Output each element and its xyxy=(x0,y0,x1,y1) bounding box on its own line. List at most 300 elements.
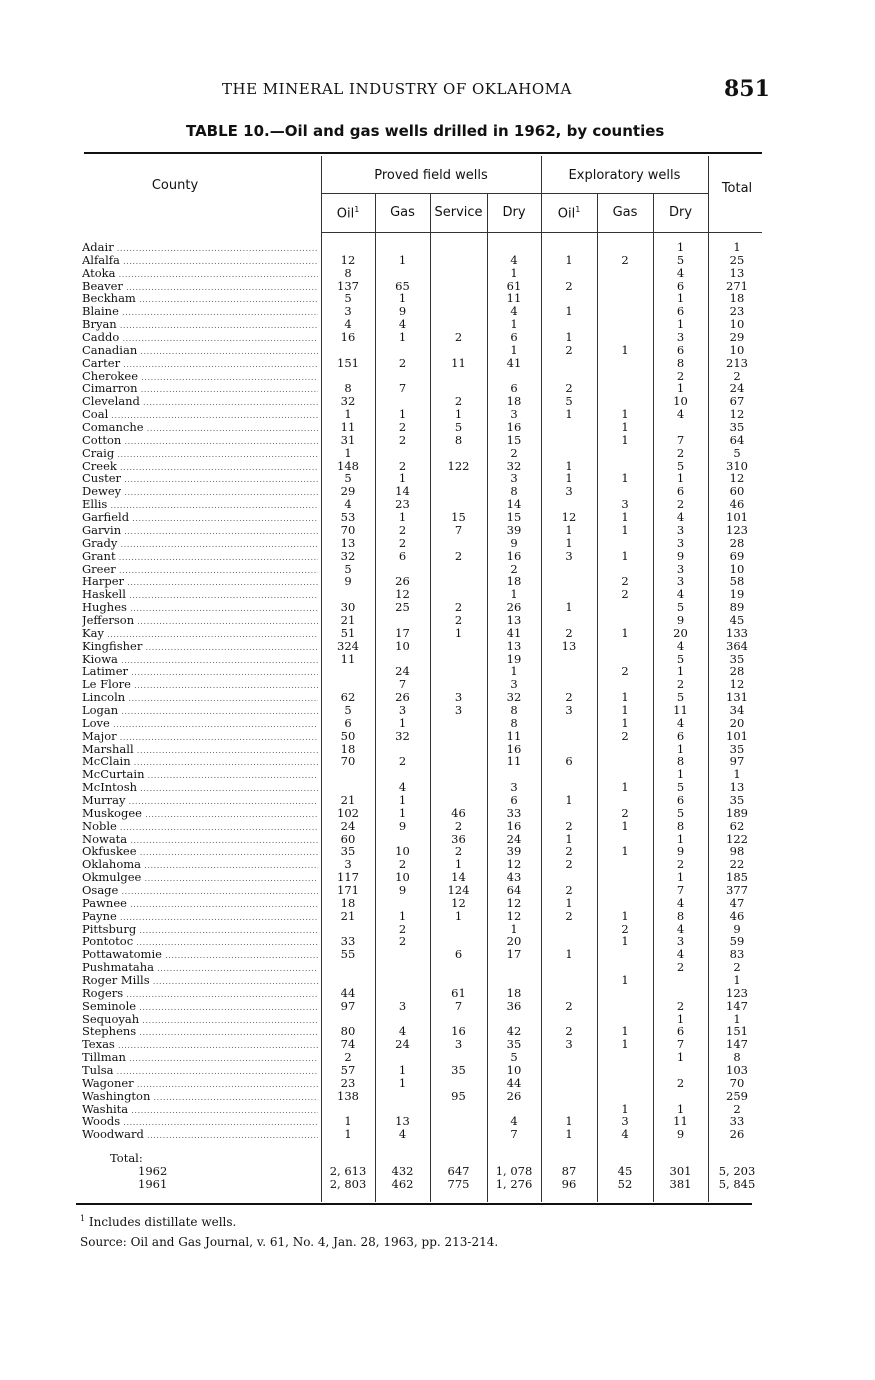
table-row xyxy=(0,241,875,254)
table-row xyxy=(0,640,875,653)
table-cell: 7 xyxy=(454,998,463,1013)
table-cell: 13 xyxy=(729,780,745,795)
table-cell: 64 xyxy=(506,883,522,897)
county-name: Roger Mills ..... xyxy=(82,974,318,989)
table-cell: 2 xyxy=(676,998,685,1013)
table-cell: 25 xyxy=(395,600,410,615)
table-row xyxy=(0,948,875,961)
table-cell: 16 xyxy=(340,330,356,345)
table-cell: 3 xyxy=(510,677,518,692)
totals-cell: 462 xyxy=(391,1177,414,1191)
table-cell: 6 xyxy=(676,278,685,293)
county-name: Tulsa ..... xyxy=(82,1064,318,1079)
table-cell: 4 xyxy=(510,1114,518,1129)
table-cell: 1 xyxy=(510,587,518,602)
county-name: Dewey ..... xyxy=(82,485,318,500)
county-name: Pawnee ..... xyxy=(82,897,318,912)
group-underline-proved xyxy=(321,193,541,194)
table-top-rule xyxy=(84,152,762,154)
table-cell: 1 xyxy=(398,252,407,267)
table-cell: 1 xyxy=(510,342,518,357)
table-cell: 7 xyxy=(510,1127,518,1142)
table-cell: 6 xyxy=(676,484,685,499)
table-cell: 32 xyxy=(506,458,522,473)
table-cell: 2 xyxy=(621,728,629,743)
table-cell: 1 xyxy=(344,1114,352,1129)
table-cell: 15 xyxy=(506,510,522,525)
table-cell: 1 xyxy=(621,934,629,949)
table-cell: 2 xyxy=(398,420,407,435)
table-cell: 44 xyxy=(506,1075,522,1090)
table-cell: 1 xyxy=(398,1075,407,1090)
table-row xyxy=(0,254,875,267)
table-cell: 19 xyxy=(506,651,522,666)
table-cell: 18 xyxy=(506,985,522,1000)
table-cell: 12 xyxy=(729,677,745,692)
table-cell: 9 xyxy=(398,883,407,897)
table-cell: 46 xyxy=(729,908,745,923)
table-cell: 95 xyxy=(451,1088,466,1103)
table-cell: 1 xyxy=(565,895,573,910)
table-cell: 1 xyxy=(454,407,463,422)
table-cell: 10 xyxy=(729,317,745,332)
table-cell: 97 xyxy=(340,998,356,1013)
col-header-total: Total xyxy=(721,181,753,196)
table-cell: 1 xyxy=(621,973,629,988)
table-cell: 1 xyxy=(454,857,463,872)
totals-year: 1962 xyxy=(138,1164,168,1178)
table-cell: 1 xyxy=(398,510,407,525)
table-cell: 10 xyxy=(673,394,688,409)
table-cell: 6 xyxy=(676,304,685,319)
table-cell: 3 xyxy=(676,934,685,949)
table-cell: 35 xyxy=(729,651,745,666)
table-cell: 2 xyxy=(565,883,573,897)
table-cell: 1 xyxy=(621,715,629,730)
table-cell: 34 xyxy=(729,702,745,717)
table-cell: 2 xyxy=(398,857,407,872)
table-cell: 55 xyxy=(340,947,356,962)
table-cell: 3 xyxy=(565,548,573,563)
table-cell: 1 xyxy=(621,342,629,357)
table-cell: 5 xyxy=(676,600,685,615)
table-row xyxy=(0,987,875,1000)
table-row xyxy=(0,331,875,344)
table-title: TABLE 10.—Oil and gas wells drilled in 1962, by counties xyxy=(186,122,665,140)
table-cell: 213 xyxy=(726,355,748,370)
table-cell: 16 xyxy=(506,741,522,756)
table-cell: 364 xyxy=(726,638,748,653)
table-cell: 4 xyxy=(510,252,518,267)
table-cell: 8 xyxy=(510,484,518,499)
table-cell: 1 xyxy=(733,973,741,988)
table-row xyxy=(0,820,875,833)
totals-cell: 381 xyxy=(669,1177,692,1191)
table-cell: 7 xyxy=(454,522,463,537)
table-cell: 60 xyxy=(340,831,356,846)
table-cell: 29 xyxy=(729,330,745,345)
table-cell: 1 xyxy=(510,317,518,332)
table-cell: 7 xyxy=(676,1037,685,1052)
table-cell: 3 xyxy=(676,522,685,537)
table-cell: 1 xyxy=(621,510,629,525)
totals-label: Total: xyxy=(110,1151,143,1165)
table-cell: 271 xyxy=(726,278,748,293)
table-cell: 2 xyxy=(676,1075,685,1090)
county-name: Oklahoma ..... xyxy=(82,858,318,873)
table-cell: 11 xyxy=(340,420,356,435)
table-cell: 8 xyxy=(454,432,463,447)
table-cell: 50 xyxy=(340,728,356,743)
col-group-proved: Proved field wells xyxy=(374,168,488,183)
table-cell: 1 xyxy=(398,792,407,807)
table-cell: 42 xyxy=(506,1024,522,1039)
totals-cell: 647 xyxy=(447,1164,470,1178)
table-cell: 23 xyxy=(340,1075,356,1090)
county-name: Hughes ..... xyxy=(82,601,318,616)
table-cell: 41 xyxy=(506,625,522,640)
table-cell: 3 xyxy=(676,535,685,550)
table-cell: 24 xyxy=(506,831,522,846)
table-row xyxy=(0,897,875,910)
table-cell: 8 xyxy=(676,355,685,370)
col-header-exploratory-dry: Dry xyxy=(668,205,693,220)
county-name: Noble ..... xyxy=(82,820,318,835)
table-row xyxy=(0,601,875,614)
table-cell: 12 xyxy=(506,908,522,923)
county-name: Custer ..... xyxy=(82,472,318,487)
table-cell: 2 xyxy=(510,445,518,460)
table-cell: 1 xyxy=(454,908,463,923)
table-cell: 2 xyxy=(621,921,629,936)
table-cell: 8 xyxy=(676,908,685,923)
table-cell: 377 xyxy=(726,883,748,897)
table-row xyxy=(0,1128,875,1141)
table-cell: 2 xyxy=(398,754,407,769)
table-row xyxy=(0,910,875,923)
table-row xyxy=(0,1000,875,1013)
table-cell: 7 xyxy=(398,381,407,396)
table-cell: 2 xyxy=(565,381,573,396)
table-cell: 4 xyxy=(398,317,407,332)
table-cell: 1 xyxy=(398,908,407,923)
table-cell: 15 xyxy=(451,510,466,525)
county-name: Greer ..... xyxy=(82,563,318,578)
table-cell: 8 xyxy=(344,265,352,280)
table-cell: 12 xyxy=(506,895,522,910)
table-cell: 18 xyxy=(729,291,745,306)
table-cell: 35 xyxy=(729,741,745,756)
table-cell: 1 xyxy=(676,471,685,486)
table-cell: 6 xyxy=(565,754,573,769)
table-cell: 1 xyxy=(398,291,407,306)
table-cell: 2 xyxy=(565,690,573,705)
table-cell: 117 xyxy=(337,870,359,885)
table-cell: 138 xyxy=(337,1088,359,1103)
table-cell: 11 xyxy=(506,291,522,306)
table-cell: 35 xyxy=(729,792,745,807)
table-cell: 16 xyxy=(451,1024,466,1039)
table-cell: 33 xyxy=(729,1114,745,1129)
table-cell: 2 xyxy=(621,664,629,679)
table-cell: 8 xyxy=(733,1050,741,1065)
table-cell: 151 xyxy=(726,1024,748,1039)
table-cell: 5 xyxy=(676,690,685,705)
county-name: Coal ..... xyxy=(82,408,318,423)
table-cell: 5 xyxy=(676,651,685,666)
table-cell: 41 xyxy=(506,355,522,370)
county-name: Jefferson ..... xyxy=(82,614,318,629)
county-name: Lincoln ..... xyxy=(82,691,318,706)
table-cell: 189 xyxy=(726,805,748,820)
table-cell: 13 xyxy=(561,638,577,653)
table-cell: 10 xyxy=(395,870,410,885)
totals-cell: 87 xyxy=(561,1164,577,1178)
table-cell: 1 xyxy=(676,767,685,782)
table-cell: 97 xyxy=(729,754,745,769)
table-cell: 3 xyxy=(398,702,407,717)
table-cell: 9 xyxy=(733,921,741,936)
county-name: Cherokee ..... xyxy=(82,370,318,385)
table-cell: 2 xyxy=(676,857,685,872)
table-cell: 3 xyxy=(565,702,573,717)
table-cell: 9 xyxy=(510,535,518,550)
county-name: Murray ..... xyxy=(82,794,318,809)
table-cell: 7 xyxy=(676,883,685,897)
table-cell: 1 xyxy=(676,1011,685,1026)
table-cell: 2 xyxy=(454,548,463,563)
table-cell: 18 xyxy=(506,574,522,589)
table-cell: 70 xyxy=(729,1075,745,1090)
table-cell: 3 xyxy=(398,998,407,1013)
table-cell: 28 xyxy=(729,664,745,679)
table-cell: 2 xyxy=(565,998,573,1013)
table-cell: 2 xyxy=(454,600,463,615)
table-cell: 62 xyxy=(340,690,356,705)
table-row xyxy=(0,704,875,717)
table-cell: 51 xyxy=(340,625,356,640)
table-cell: 2 xyxy=(621,252,629,267)
table-cell: 12 xyxy=(561,510,577,525)
county-name: Cotton ..... xyxy=(82,434,318,449)
totals-cell: 96 xyxy=(561,1177,577,1191)
table-cell: 3 xyxy=(454,690,463,705)
table-cell: 69 xyxy=(729,548,745,563)
table-row xyxy=(0,357,875,370)
table-cell: 13 xyxy=(506,612,522,627)
table-cell: 21 xyxy=(340,612,356,627)
table-cell: 16 xyxy=(506,548,522,563)
table-cell: 21 xyxy=(340,792,356,807)
table-cell: 310 xyxy=(726,458,748,473)
table-cell: 11 xyxy=(673,702,688,717)
table-cell: 1 xyxy=(510,921,518,936)
table-cell: 1 xyxy=(398,715,407,730)
table-cell: 2 xyxy=(565,844,573,859)
table-cell: 1 xyxy=(621,908,629,923)
county-name: Wagoner ..... xyxy=(82,1077,318,1092)
table-cell: 148 xyxy=(337,458,359,473)
table-cell: 124 xyxy=(447,883,470,897)
county-name: Okmulgee ..... xyxy=(82,871,318,886)
table-cell: 2 xyxy=(398,458,407,473)
table-cell: 7 xyxy=(398,677,407,692)
table-cell: 1 xyxy=(344,407,352,422)
county-name: Craig ..... xyxy=(82,447,318,462)
county-name: Love ..... xyxy=(82,717,318,732)
table-cell: 16 xyxy=(506,818,522,833)
table-cell: 1 xyxy=(733,240,741,254)
county-name: Stephens ..... xyxy=(82,1025,318,1040)
table-cell: 24 xyxy=(340,818,356,833)
table-cell: 2 xyxy=(565,1024,573,1039)
county-name: Haskell ..... xyxy=(82,588,318,603)
table-cell: 7 xyxy=(676,432,685,447)
table-cell: 1 xyxy=(454,625,463,640)
table-cell: 4 xyxy=(676,407,685,422)
table-cell: 2 xyxy=(621,805,629,820)
table-row xyxy=(0,807,875,820)
table-cell: 11 xyxy=(506,754,522,769)
table-row xyxy=(0,550,875,563)
table-cell: 101 xyxy=(726,728,748,743)
table-cell: 3 xyxy=(565,1037,573,1052)
table-cell: 5 xyxy=(676,252,685,267)
table-cell: 2 xyxy=(733,960,741,975)
table-cell: 1 xyxy=(676,831,685,846)
county-name: Le Flore ..... xyxy=(82,678,318,693)
table-cell: 5 xyxy=(676,780,685,795)
table-cell: 5 xyxy=(565,394,573,409)
table-cell: 1 xyxy=(621,407,629,422)
totals-cell: 1, 276 xyxy=(495,1177,533,1191)
table-cell: 22 xyxy=(729,857,745,872)
table-cell: 33 xyxy=(340,934,356,949)
table-cell: 26 xyxy=(395,574,410,589)
table-cell: 2 xyxy=(398,921,407,936)
col-header-county: County xyxy=(151,178,199,193)
table-cell: 3 xyxy=(344,857,352,872)
table-cell: 61 xyxy=(451,985,466,1000)
county-name: Nowata ..... xyxy=(82,833,318,848)
table-cell: 3 xyxy=(510,407,518,422)
county-name: Marshall ..... xyxy=(82,743,318,758)
table-row xyxy=(0,1077,875,1090)
table-cell: 24 xyxy=(395,664,410,679)
county-name: Kay ..... xyxy=(82,627,318,642)
col-header-proved-service: Service xyxy=(434,205,483,220)
table-cell: 1 xyxy=(565,407,573,422)
table-cell: 1 xyxy=(398,1063,407,1078)
table-cell: 10 xyxy=(729,561,745,576)
table-cell: 13 xyxy=(729,265,745,280)
totals-cell: 301 xyxy=(669,1164,692,1178)
table-cell: 18 xyxy=(340,895,356,910)
table-cell: 1 xyxy=(676,381,685,396)
table-cell: 2 xyxy=(398,934,407,949)
table-cell: 2 xyxy=(398,355,407,370)
table-cell: 1 xyxy=(676,870,685,885)
col-header-proved-dry: Dry xyxy=(502,205,526,220)
table-cell: 2 xyxy=(454,330,463,345)
county-name: Garvin ..... xyxy=(82,524,318,539)
table-cell: 13 xyxy=(340,535,356,550)
table-cell: 8 xyxy=(344,381,352,396)
table-cell: 30 xyxy=(340,600,356,615)
table-cell: 102 xyxy=(337,805,359,820)
table-cell: 60 xyxy=(729,484,745,499)
county-name: Okfuskee ..... xyxy=(82,845,318,860)
table-row xyxy=(0,717,875,730)
table-cell: 43 xyxy=(506,870,522,885)
table-cell: 32 xyxy=(340,394,356,409)
table-cell: 2 xyxy=(565,908,573,923)
col-group-exploratory: Exploratory wells xyxy=(568,168,681,183)
page-header xyxy=(0,78,875,104)
table-cell: 80 xyxy=(340,1024,356,1039)
table-row xyxy=(0,537,875,550)
county-name: Ellis ..... xyxy=(82,498,318,513)
table-cell: 1 xyxy=(565,458,573,473)
table-cell: 3 xyxy=(510,780,518,795)
table-cell: 2 xyxy=(676,497,685,512)
table-cell: 44 xyxy=(340,985,356,1000)
table-cell: 4 xyxy=(676,947,685,962)
table-cell: 67 xyxy=(729,394,745,409)
totals-cell: 2, 803 xyxy=(329,1177,367,1191)
county-name: Cimarron ..... xyxy=(82,382,318,397)
county-name: Atoka ..... xyxy=(82,267,318,282)
table-cell: 35 xyxy=(506,1037,522,1052)
table-cell: 3 xyxy=(621,1114,629,1129)
table-cell: 3 xyxy=(510,471,518,486)
table-cell: 64 xyxy=(729,432,745,447)
col-header-exploratory-gas: Gas xyxy=(612,205,638,220)
table-cell: 1 xyxy=(510,265,518,280)
totals-cell: 2, 613 xyxy=(329,1164,367,1178)
table-cell: 12 xyxy=(729,471,745,486)
county-name: Osage ..... xyxy=(82,884,318,899)
table-cell: 46 xyxy=(451,805,466,820)
group-underline-exploratory xyxy=(541,193,708,194)
table-cell: 123 xyxy=(726,522,748,537)
table-cell: 28 xyxy=(729,535,745,550)
table-cell: 12 xyxy=(451,895,466,910)
county-name: Adair ..... xyxy=(82,241,318,256)
table-cell: 1 xyxy=(676,291,685,306)
table-cell: 1 xyxy=(621,780,629,795)
table-cell: 9 xyxy=(676,1127,685,1142)
table-cell: 2 xyxy=(621,587,629,602)
county-name: Woods ..... xyxy=(82,1115,318,1130)
table-cell: 32 xyxy=(506,690,522,705)
table-cell: 2 xyxy=(454,844,463,859)
table-cell: 1 xyxy=(676,1050,685,1065)
table-cell: 2 xyxy=(510,561,518,576)
table-cell: 33 xyxy=(506,805,522,820)
table-cell: 26 xyxy=(506,600,522,615)
table-row xyxy=(0,1090,875,1103)
table-cell: 4 xyxy=(510,304,518,319)
table-cell: 35 xyxy=(340,844,356,859)
table-cell: 4 xyxy=(621,1127,629,1142)
county-name: Canadian ..... xyxy=(82,344,318,359)
table-cell: 10 xyxy=(395,638,410,653)
table-cell: 1 xyxy=(621,844,629,859)
table-cell: 147 xyxy=(726,1037,748,1052)
table-cell: 11 xyxy=(451,355,466,370)
col-header-proved-oil: Oil$^1$ xyxy=(336,205,360,222)
